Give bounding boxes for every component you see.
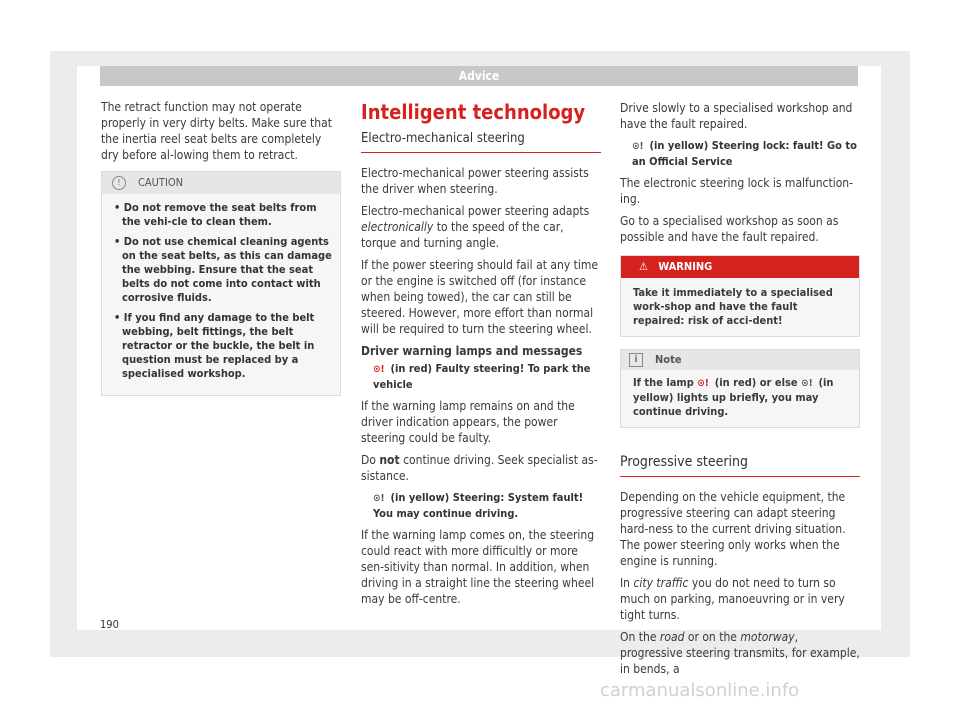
paragraph: Drive slowly to a specialised workshop and have the fault repaired.: [620, 101, 853, 131]
caution-header: [102, 172, 340, 194]
section-title: Intelligent technology: [361, 100, 586, 124]
paragraph: If the warning lamp remains on and the driver indication appears, the power steering could be faulty.: [361, 399, 575, 445]
paragraph: If the warning lamp comes on, the steering could react with more difficultly or more sen-sitivity than normal. In addition, when driving in a straight line the steering wheel may be off-centre.: [361, 528, 595, 606]
steering-warning-icon: ⊙!: [697, 378, 709, 389]
paragraph: In city traffic you do not need to turn so much on parking, manoeuvring or in very tight turns.: [620, 576, 845, 622]
info-icon: i: [629, 353, 643, 367]
caution-item: • If you find any damage to the belt webbing, belt fittings, the belt retractor or the buckle, the belt in question must be replaced by a specialised workshop.: [114, 311, 315, 380]
warning-header: [621, 256, 859, 278]
steering-warning-icon: ⊙!: [801, 378, 813, 389]
paragraph: The electronic steering lock is malfunction-ing.: [620, 176, 854, 206]
note-text: If the lamp ⊙! (in red) or else ⊙! (in yellow) lights up briefly, you may continue driving.: [621, 370, 859, 427]
warning-label: WARNING: [658, 260, 713, 273]
steering-lock-icon: ⊙!: [632, 141, 644, 152]
lamp-message-red: ⊙! (in red) Faulty steering! To park the vehicle: [373, 362, 591, 391]
subsection-heading: Progressive steering: [620, 452, 860, 477]
paragraph: Do not continue driving. Seek specialist as-sistance.: [361, 453, 598, 483]
caution-item: • Do not remove the seat belts from the vehi-cle to clean them.: [114, 201, 317, 228]
section-subtitle: Electro-mechanical steering: [361, 130, 601, 153]
column-1: [101, 99, 341, 396]
caution-box: [101, 171, 341, 396]
note-label: Note: [655, 353, 682, 366]
paragraph: Depending on the vehicle equipment, the progressive steering can adapt steering hard-ness to the current driving situation. The power steering only works when the engine is running.: [620, 490, 846, 568]
paragraph: Go to a specialised workshop as soon as possible and have the fault repaired.: [620, 214, 839, 244]
watermark: carmanualsonline.info: [600, 680, 800, 701]
steering-warning-icon: ⊙!: [373, 364, 385, 375]
steering-warning-icon: ⊙!: [373, 493, 385, 504]
warning-text: Take it immediately to a specialised work-shop and have the fault repaired: risk of acci-dent!: [621, 278, 859, 336]
caution-label: CAUTION: [138, 176, 184, 189]
column-3: [620, 100, 860, 683]
caution-item: • Do not use chemical cleaning agents on the seat belts, as this can damage the webbing. Ensure that the seat belts do not come into contact with corrosive fluids.: [114, 235, 332, 304]
caution-body: [102, 194, 340, 395]
section-header: Advice: [100, 66, 858, 86]
lamp-message-yellow: ⊙! (in yellow) Steering: System fault! You may continue driving.: [373, 491, 584, 520]
page-number: 190: [100, 618, 119, 631]
paragraph: If the power steering should fail at any time or the engine is switched off (for instance when being towed), the car can still be steered. However, more effort than normal will be required to turn the steering wheel.: [361, 258, 599, 336]
paragraph: Electro-mechanical power steering assists the driver when steering.: [361, 166, 589, 196]
lamp-message-lock: ⊙! (in yellow) Steering lock: fault! Go to an Official Service: [632, 139, 857, 168]
paragraph: On the road or on the motorway, progressive steering transmits, for example, in bends, a: [620, 630, 860, 676]
note-header: [621, 350, 859, 370]
column-2: [361, 100, 601, 613]
note-box: [620, 349, 860, 428]
warning-box: [620, 255, 860, 337]
lamps-heading: Driver warning lamps and messages: [361, 344, 583, 358]
paragraph: Electro-mechanical power steering adapts electronically to the speed of the car, torque and turning angle.: [361, 204, 590, 250]
intro-paragraph: The retract function may not operate properly in very dirty belts. Make sure that the inertia reel seat belts are completely dry before al-lowing them to retract.: [101, 100, 332, 162]
caution-icon: !: [112, 176, 126, 190]
warning-triangle-icon: ⚠: [639, 260, 648, 273]
